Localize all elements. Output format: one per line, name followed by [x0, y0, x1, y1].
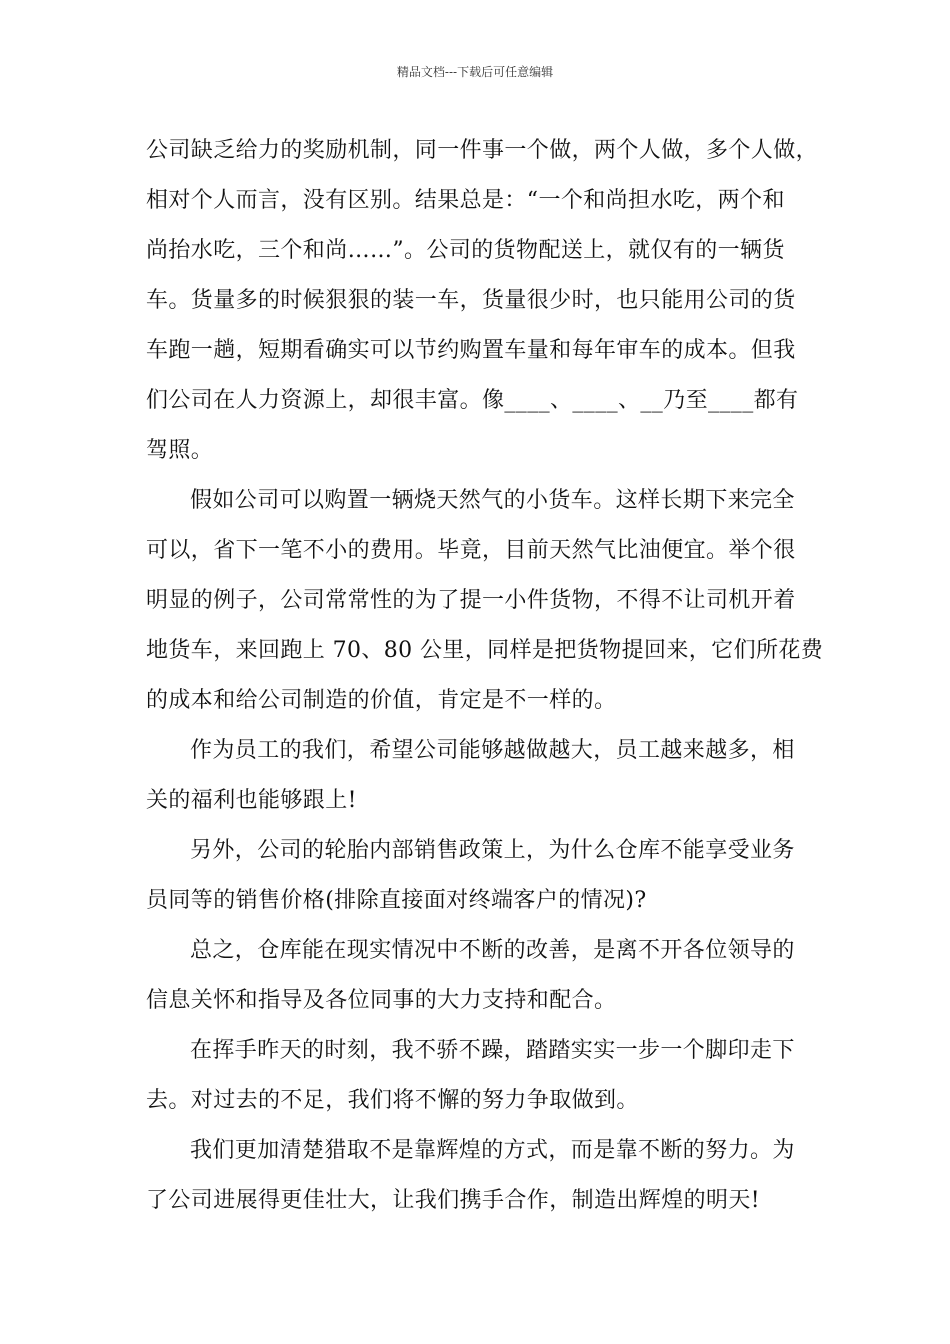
- text-line: 信息关怀和指导及各位同事的大力支持和配合。: [146, 988, 617, 1013]
- text-line: 作为员工的我们，希望公司能够越做越大，员工越来越多，相: [190, 738, 795, 763]
- text-line: 假如公司可以购置一辆烧天然气的小货车。这样长期下来完全: [190, 488, 795, 513]
- text-line: 员同等的销售价格(排除直接面对终端客户的情况)?: [146, 888, 647, 913]
- text-line: 驾照。: [146, 438, 214, 463]
- text-line: 关的福利也能够跟上!: [146, 788, 357, 813]
- paragraph-summary: [146, 926, 812, 1026]
- text-line: 们公司在人力资源上，却很丰富。像____、____、__乃至____都有: [146, 388, 799, 413]
- text-line: 在挥手昨天的时刻，我不骄不躁，踏踏实实一步一个脚印走下: [190, 1038, 795, 1063]
- document-body: [146, 126, 824, 1226]
- text-line: 总之，仓库能在现实情况中不断的改善，是离不开各位领导的: [190, 938, 795, 963]
- paragraph-closing: [146, 1126, 812, 1226]
- page-header: 精品文档---下载后可任意编辑: [396, 65, 554, 79]
- paragraph-looking-forward: [146, 1026, 812, 1126]
- paragraph-natural-gas-truck: [146, 476, 824, 726]
- text-line: 车。货量多的时候狠狠的装一车，货量很少时，也只能用公司的货: [146, 288, 796, 313]
- text-line: 车跑一趟，短期看确实可以节约购置车量和每年审车的成本。但我: [146, 338, 796, 363]
- text-line: 去。对过去的不足，我们将不懈的努力争取做到。: [146, 1088, 639, 1113]
- text-line: 地货车，来回跑上 70、80 公里，同样是把货物提回来，它们所花费: [146, 638, 824, 663]
- text-line: 公司缺乏给力的奖励机制，同一件事一个做，两个人做，多个人做，: [146, 138, 819, 163]
- paragraph-tire-sales-policy: [146, 826, 812, 926]
- text-line: 可以，省下一笔不小的费用。毕竟，目前天然气比油便宜。举个很: [146, 538, 796, 563]
- text-line: 相对个人而言，没有区别。结果总是：“一个和尚担水吃，两个和: [146, 188, 785, 213]
- text-line: 尚抬水吃，三个和尚……”。公司的货物配送上，就仅有的一辆货: [146, 238, 785, 263]
- text-line: 明显的例子，公司常常性的为了提一小件货物，不得不让司机开着: [146, 588, 796, 613]
- text-line: 另外，公司的轮胎内部销售政策上，为什么仓库不能享受业务: [190, 838, 795, 863]
- text-line: 我们更加清楚猎取不是靠辉煌的方式，而是靠不断的努力。为: [190, 1138, 795, 1163]
- text-line: 的成本和给公司制造的价值，肯定是不一样的。: [146, 688, 617, 713]
- text-line: 了公司进展得更佳壮大，让我们携手合作，制造出辉煌的明天!: [146, 1188, 761, 1213]
- paragraph-reward-mechanism: [146, 126, 819, 476]
- paragraph-employee-welfare: [146, 726, 812, 826]
